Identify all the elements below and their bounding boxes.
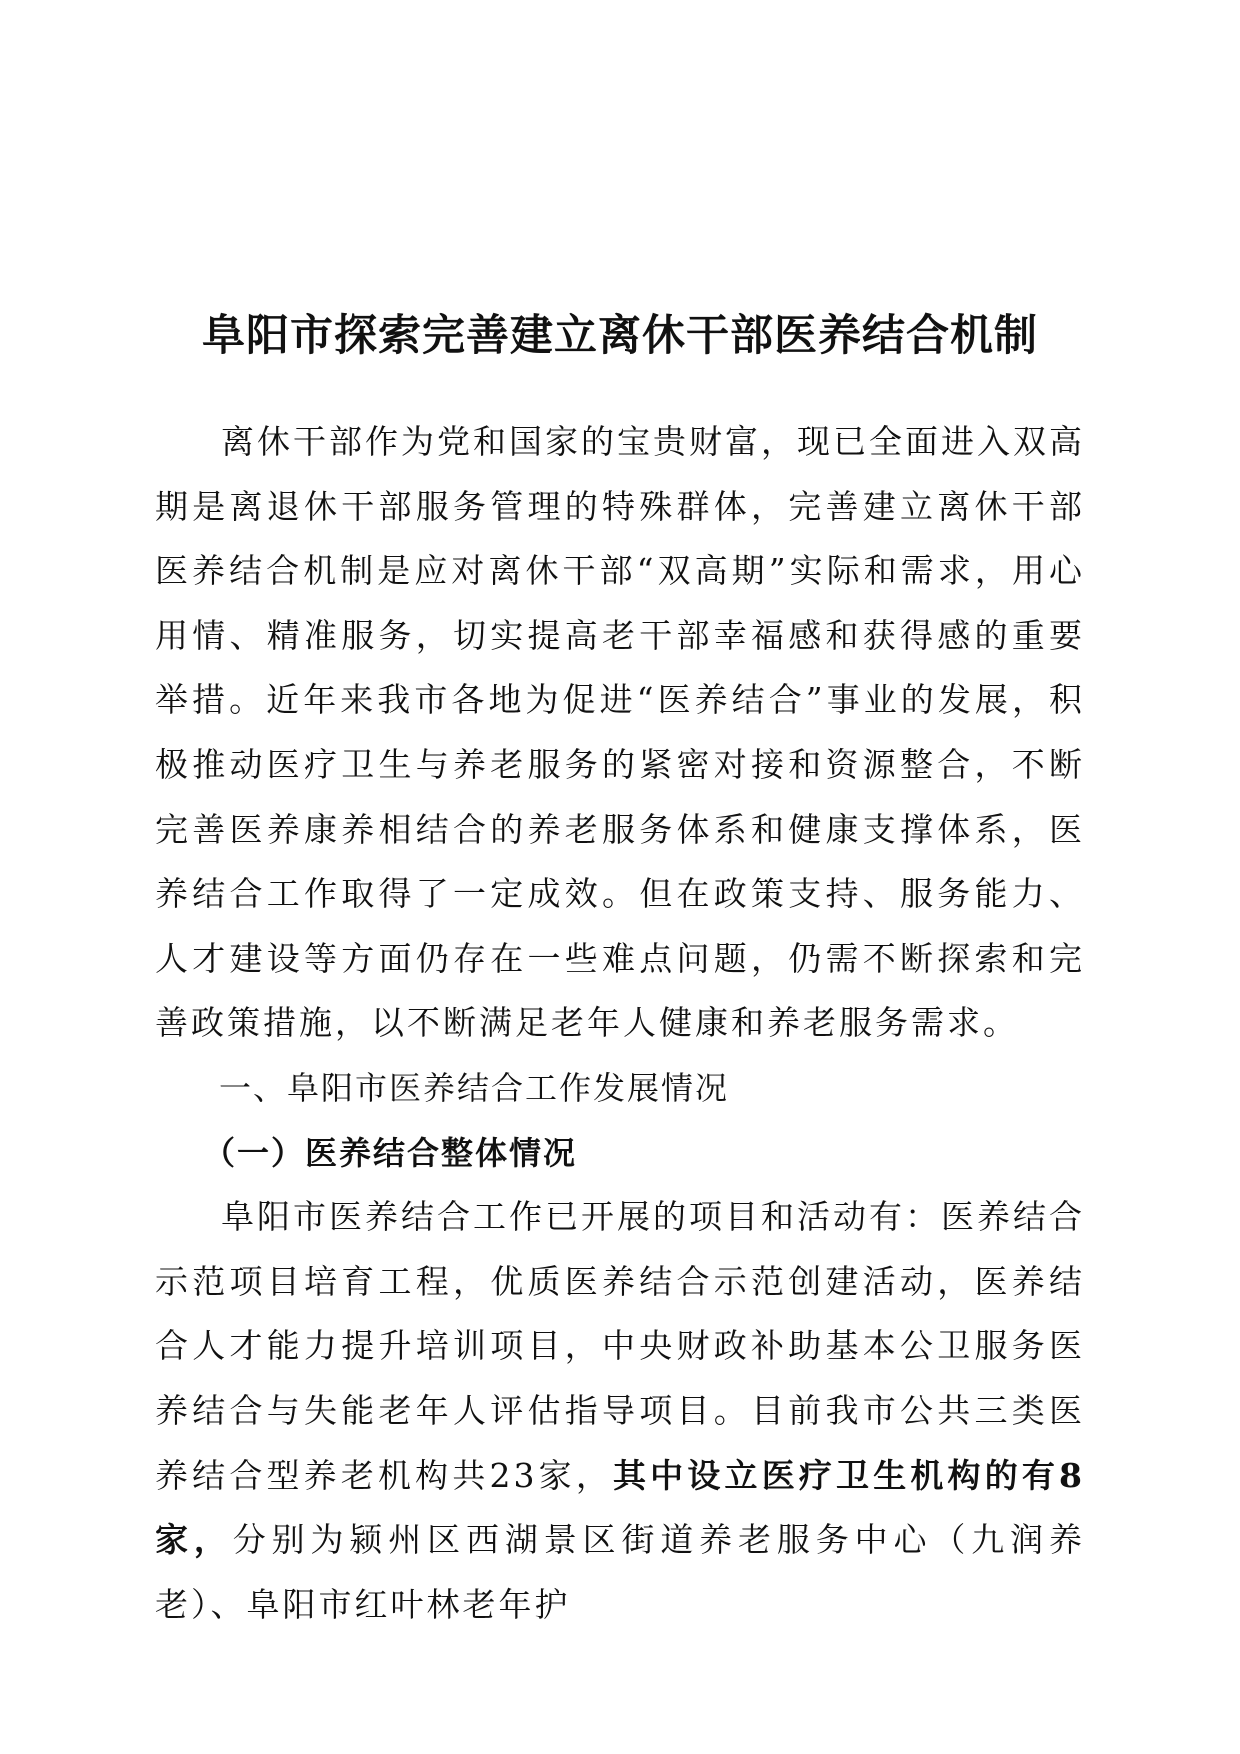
section-heading: 一、阜阳市医养结合工作发展情况 — [219, 1068, 730, 1107]
document-title: 阜阳市探索完善建立离休干部医养结合机制 — [202, 311, 1038, 361]
subsection-heading: （一）医养结合整体情况 — [203, 1133, 578, 1172]
bold-text: 其中设立医疗卫生机构的有8家， — [155, 1455, 1085, 1560]
paragraph-text: 阜阳市医养结合工作已开展的项目和活动有：医养结合示范项目培育工程，优质医养结合示范创建活动，医养结合人才能力提升培训项目，中央财政补助基本公卫服务医养结合与失能老年人评估指导项目。目前我市公共三类医养结合型养老机构共23家， — [155, 1197, 1085, 1495]
paragraph-text-continued: 分别为颍州区西湖景区街道养老服务中心（九润养老）、阜阳市红叶林老年护 — [155, 1520, 1086, 1624]
document-body — [155, 410, 1085, 1637]
intro-paragraph: 离休干部作为党和国家的宝贵财富，现已全面进入双高期是离退休干部服务管理的特殊群体，完善建立离休干部医养结合机制是应对离休干部“双高期”实际和需求，用心用情、精准服务，切实提高老干部幸福感和获得感的重要举措。近年来我市各地为促进“医养结合”事业的发展，积极推动医疗卫生与养老服务的紧密对接和资源整合，不断完善医养康养相结合的养老服务体系和健康支撑体系，医养结合工作取得了一定成效。但在政策支持、服务能力、人才建设等方面仍存在一些难点问题，仍需不断探索和完善政策措施，以不断满足老年人健康和养老服务需求。 — [155, 422, 1085, 1043]
body-paragraph — [155, 1185, 1085, 1637]
